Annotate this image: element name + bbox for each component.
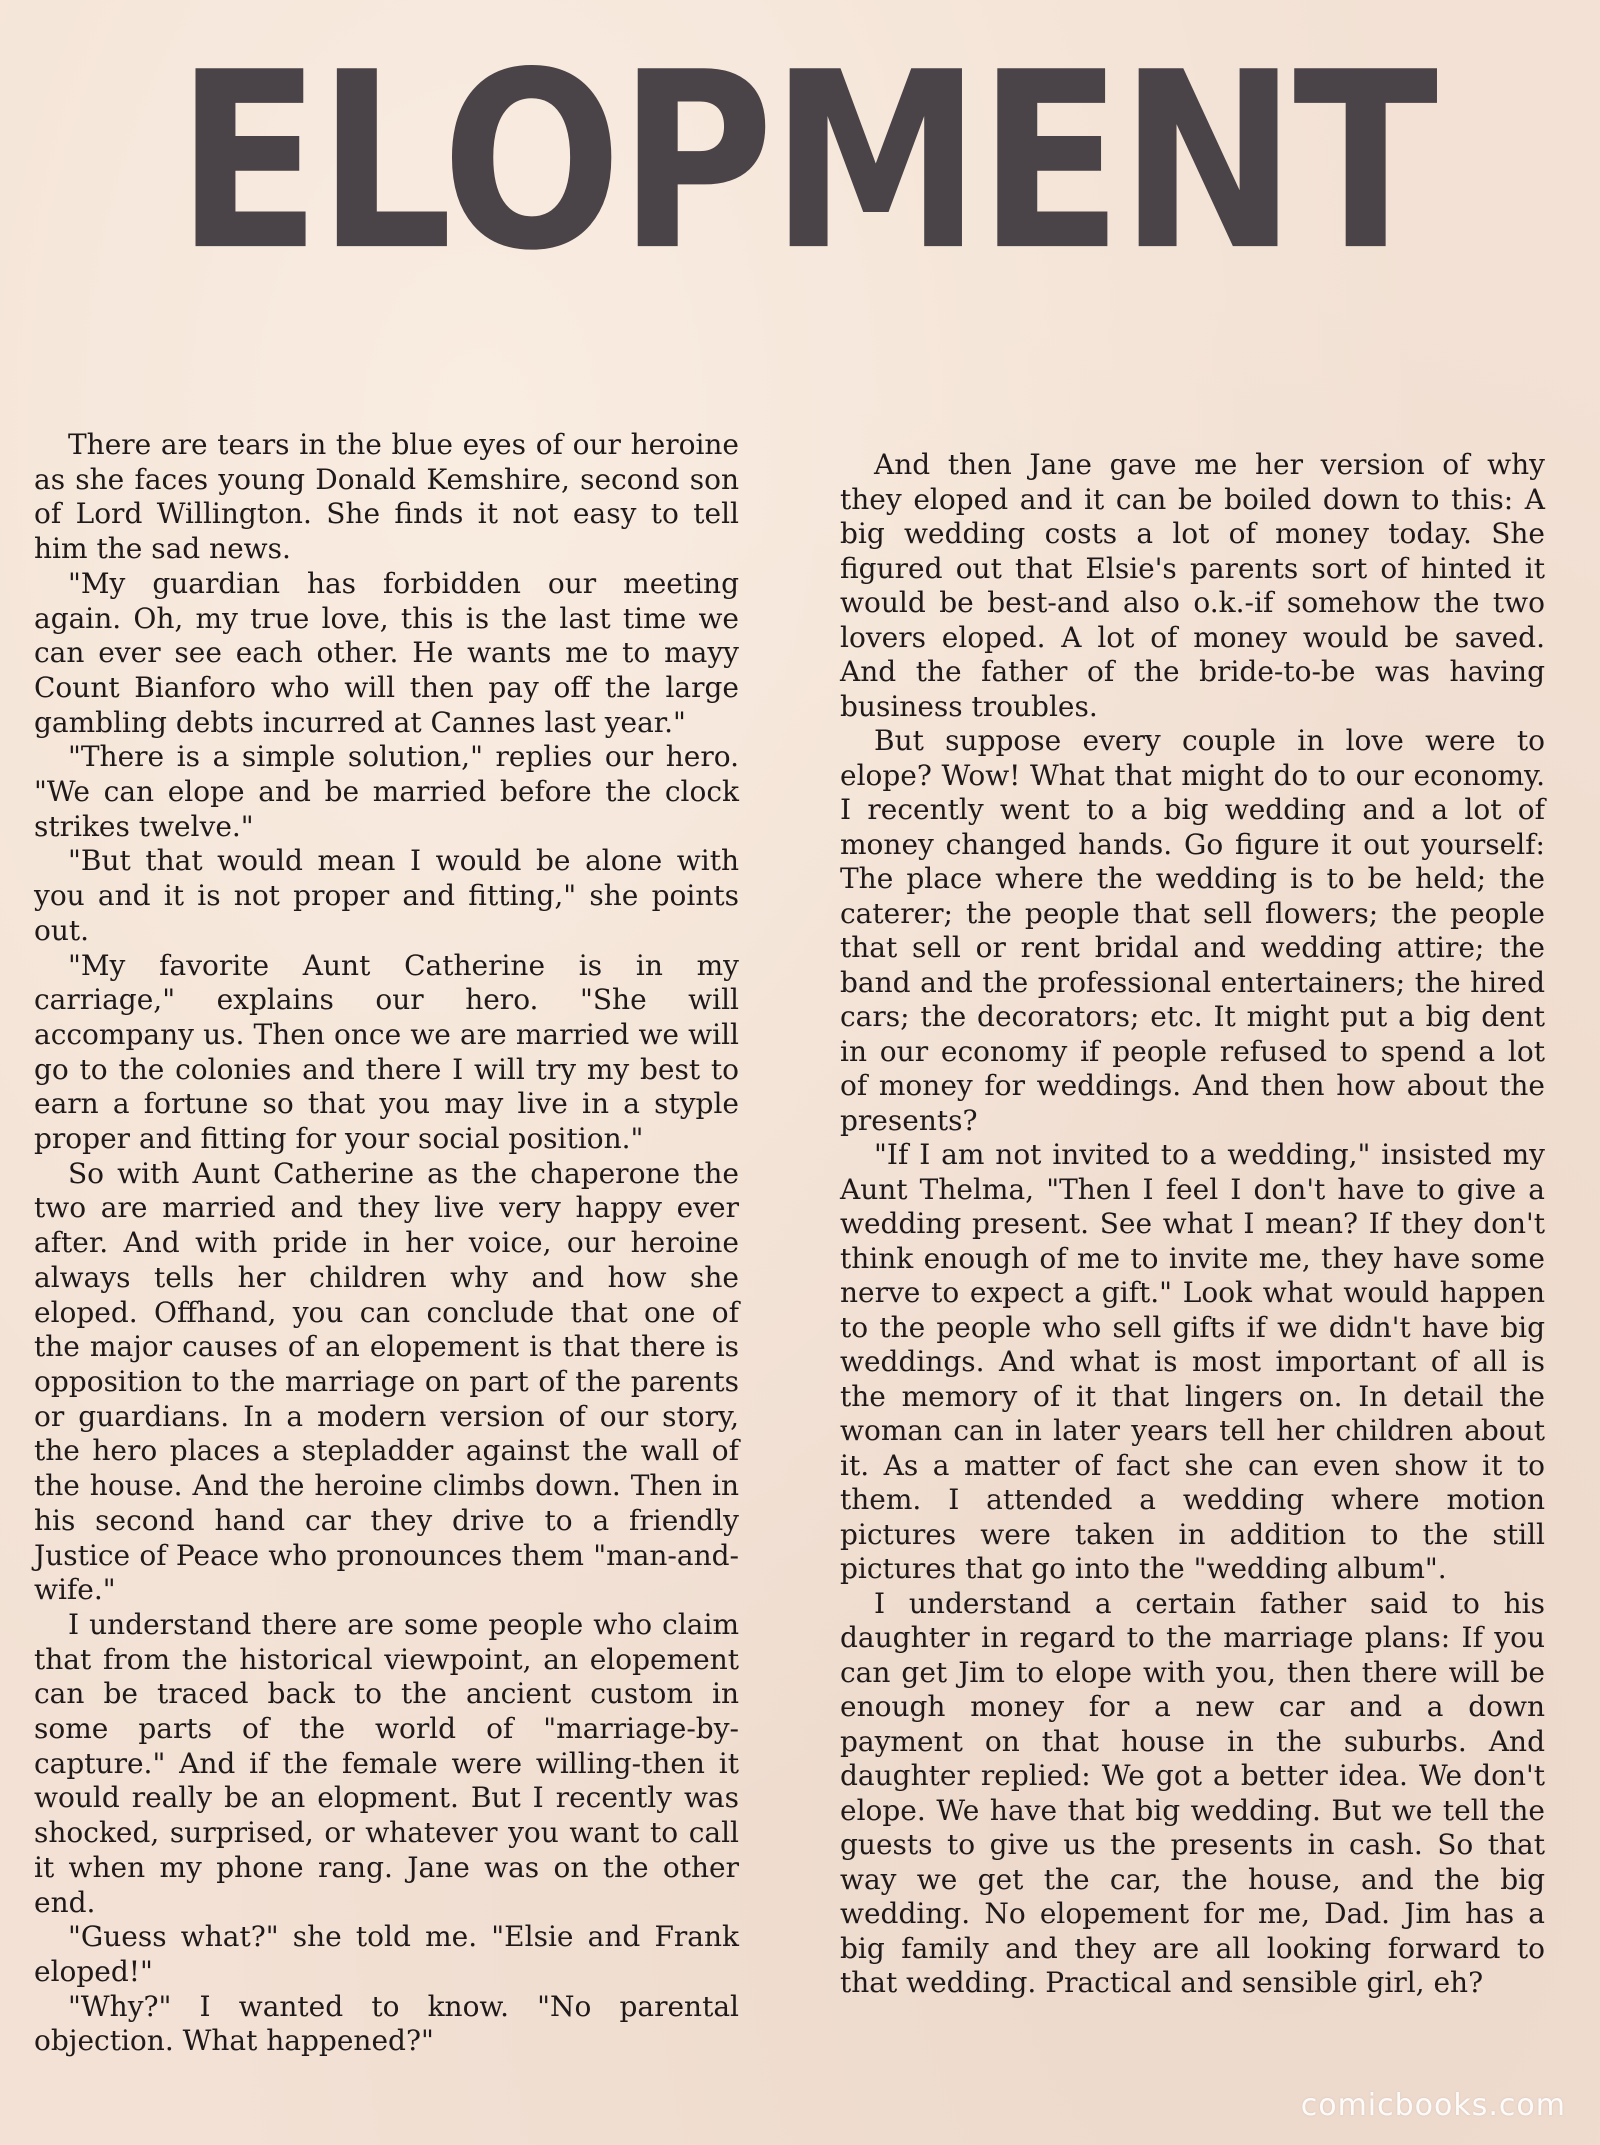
paragraph: So with Aunt Catherine as the chaperone the two are married and they live very happy ever after. And with pride in her voice, our heroine always tells her children why and how she eloped. Offhand, you can conclude that one of the major causes of an elopement is that there is opposition to the marriage on part of the parents or guardians. In a modern version of our story, the hero places a stepladder against the wall of the house. And the heroine climbs down. Then in his second hand car they drive to a friendly Justice of Peace who pronounces them "man-and-wife." [34, 1156, 739, 1607]
site-watermark: comicbooks.com [1300, 2088, 1566, 2123]
article-title: ELOPMENT [176, 20, 1435, 305]
paragraph: "But that would mean I would be alone with you and it is not proper and fitting," she points out. [34, 844, 739, 947]
paragraph: And then Jane gave me her version of why they eloped and it can be boiled down to this: A big wedding costs a lot of money today. She figured out that Elsie's parents sort of hinted it would be best-and also o.k.-if somehow the two lovers eloped. A lot of money would be saved. And the father of the bride-to-be was having business troubles. [840, 448, 1545, 723]
paragraph: But suppose every couple in love were to elope? Wow! What that might do to our economy. I recently went to a big wedding and a lot of money changed hands. Go figure it out yourself: The place where the wedding is to be held; the caterer; the people that sell flowers; the people that sell or rent bridal and wedding attire; the band and the professional entertainers; the hired cars; the decorators; etc. It might put a big dent in our economy if people refused to spend a lot of money for weddings. And then how about the presents? [840, 724, 1545, 1137]
paragraph: I understand there are some people who claim that from the historical viewpoint, an elopement can be traced back to the ancient custom in some parts of the world of "marriage-by-capture." And if the female were willing-then it would really be an elopment. But I recently was shocked, surprised, or whatever you want to call it when my phone rang. Jane was on the other end. [34, 1607, 739, 1919]
right-column [840, 448, 1545, 2001]
paragraph: "There is a simple solution," replies our hero. "We can elope and be married before the clock strikes twelve." [34, 740, 739, 843]
paragraph: "My favorite Aunt Catherine is in my carriage," explains our hero. "She will accompany us. Then once we are married we will go to the colonies and there I will try my best to earn a fortune so that you may live in a styple proper and fitting for your social position." [34, 948, 739, 1156]
paragraph: "Guess what?" she told me. "Elsie and Frank eloped!" [34, 1920, 739, 1988]
paragraph: "My guardian has forbidden our meeting again. Oh, my true love, this is the last time we can ever see each other. He wants me to mayy Count Bianforo who will then pay off the large gambling debts incurred at Cannes last year." [34, 566, 739, 739]
left-column [34, 428, 739, 2059]
paragraph: There are tears in the blue eyes of our heroine as she faces young Donald Kemshire, second son of Lord Willington. She finds it not easy to tell him the sad news. [34, 428, 739, 566]
paragraph: "Why?" I wanted to know. "No parental objection. What happened?" [34, 1989, 739, 2058]
paragraph: "If I am not invited to a wedding," insisted my Aunt Thelma, "Then I feel I don't have to give a wedding present. See what I mean? If they don't think enough of me to invite me, they have some nerve to expect a gift." Look what would happen to the people who sell gifts if we didn't have big weddings. And what is most important of all is the memory of it that lingers on. In detail the woman can in later years tell her children about it. As a matter of fact she can even show it to them. I attended a wedding where motion pictures were taken in addition to the still pictures that go into the "wedding album". [840, 1138, 1545, 1585]
paragraph: I understand a certain father said to his daughter in regard to the marriage plans: If you can get Jim to elope with you, then there will be enough money for a new car and a down payment on that house in the suburbs. And daughter replied: We got a better idea. We don't elope. We have that big wedding. But we tell the guests to give us the presents in cash. So that way we get the car, the house, and the big wedding. No elopement for me, Dad. Jim has a big family and they are all looking forward to that wedding. Practical and sensible girl, eh? [840, 1586, 1545, 1999]
